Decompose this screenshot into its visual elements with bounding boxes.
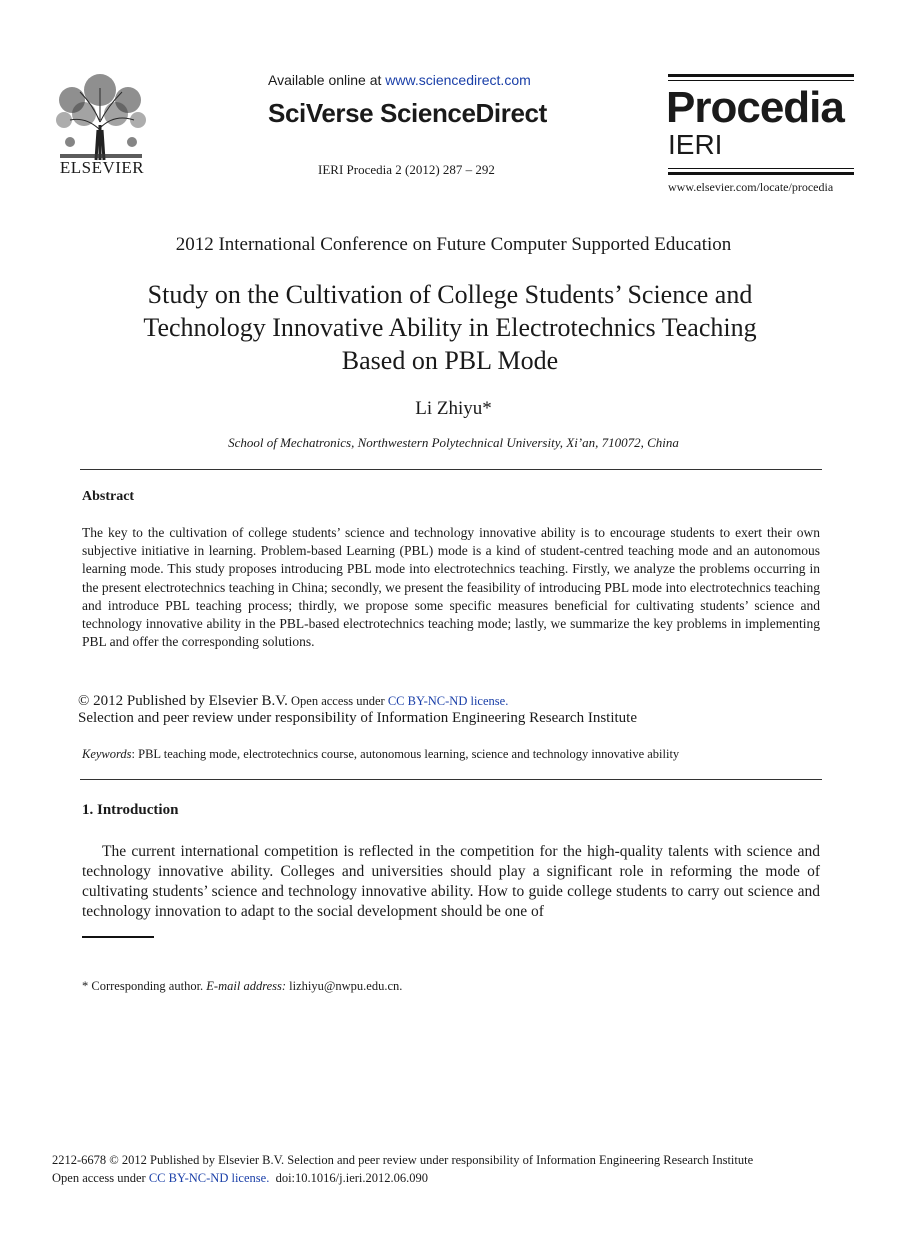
title-line-3: Based on PBL Mode [341, 346, 559, 375]
footer-doi: doi:10.1016/j.ieri.2012.06.090 [275, 1171, 429, 1185]
abstract-text: The key to the cultivation of college students’ science and technology innovative ability is to encourage students to exert their own subjective initiative in learning. Problem-based Learning (PBL) mode is a kind of student-centred teaching mode and an autonomous learning mode. This study proposes introducing PBL mode into electrotechnics teaching. Firstly, we analyze the problems occurring in the present electrotechnics teaching in China; secondly, we present the feasibility of introducing PBL mode into electrotechnics teaching and introduce PBL teaching process; thirdly, we propose some specific measures beneficial for cultivating students’ science and technology innovative ability in the PBL-based electrotechnics teaching mode; lastly, we summarize the key problems in implementing PBL and offer the corresponding solutions. [82, 525, 820, 650]
introduction-text [82, 842, 820, 922]
platform-logo: SciVerse ScienceDirect [268, 98, 547, 128]
elsevier-logo-text: ELSEVIER [59, 158, 145, 177]
journal-reference: IERI Procedia 2 (2012) 287 – 292 [318, 162, 495, 177]
procedia-rule-bottom [668, 172, 854, 175]
license-link[interactable]: CC BY-NC-ND license. [387, 694, 509, 708]
copyright-line [78, 693, 508, 710]
keywords [82, 747, 679, 762]
divider-bottom [80, 779, 822, 780]
footnote-email-label: E-mail address: [206, 979, 287, 993]
keywords-list: : PBL teaching mode, electrotechnics course, autonomous learning, science and technology innovative ability [131, 747, 680, 761]
copyright-text: © 2012 Published by Elsevier B.V. [78, 693, 288, 709]
footnote [82, 979, 402, 994]
footer-issn-line: 2212-6678 © 2012 Published by Elsevier B.V. Selection and peer review under responsibility of Information Engineering Research Institute [52, 1153, 754, 1167]
procedia-logo-sub: IERI [668, 129, 723, 160]
procedia-rule-top [668, 74, 854, 77]
open-access-prefix: Open access under [287, 694, 388, 708]
introduction-paragraph: The current international competition is reflected in the competition for the high-quality talents with science and technology innovative ability. Colleges and universities should play a significant role in reforming the mode of cultivating students’ science and technology innovative ability. How to guide college students to carry out science and technology innovation to adapt to the social development should be one of [82, 843, 820, 920]
procedia-logo-title: Procedia [666, 83, 844, 132]
peer-review-statement: Selection and peer review under responsibility of Information Engineering Research Institute [78, 710, 637, 726]
procedia-rule-bottom-thin [668, 168, 854, 169]
title-line-1: Study on the Cultivation of College Students’ Science and [147, 280, 753, 309]
footnote-prefix: * Corresponding author. [82, 979, 207, 993]
procedia-rule-top-thin [668, 80, 854, 81]
footer-license-link[interactable]: CC BY-NC-ND license. [148, 1171, 270, 1185]
abstract-heading: Abstract [82, 489, 135, 504]
conference-name: 2012 International Conference on Future Computer Supported Education [175, 234, 732, 255]
affiliation: School of Mechatronics, Northwestern Polytechnical University, Xi’an, 710072, China [228, 435, 679, 450]
author: Li Zhiyu* [415, 398, 492, 419]
keywords-label: Keywords [82, 747, 132, 761]
title-line-2: Technology Innovative Ability in Electrotechnics Teaching [143, 313, 757, 342]
footnote-email: lizhiyu@nwpu.edu.cn. [286, 979, 403, 993]
available-prefix: Available online at [268, 72, 386, 88]
journal-url[interactable]: www.elsevier.com/locate/procedia [668, 180, 834, 194]
available-online [268, 72, 531, 88]
footer-license-line [52, 1171, 428, 1186]
divider-top [80, 469, 822, 470]
footnote-divider [82, 936, 154, 938]
section-heading-introduction: 1. Introduction [82, 802, 179, 818]
footer-open-access-prefix: Open access under [52, 1171, 149, 1185]
paper-title [80, 278, 820, 377]
sciencedirect-link[interactable]: www.sciencedirect.com [385, 72, 531, 88]
